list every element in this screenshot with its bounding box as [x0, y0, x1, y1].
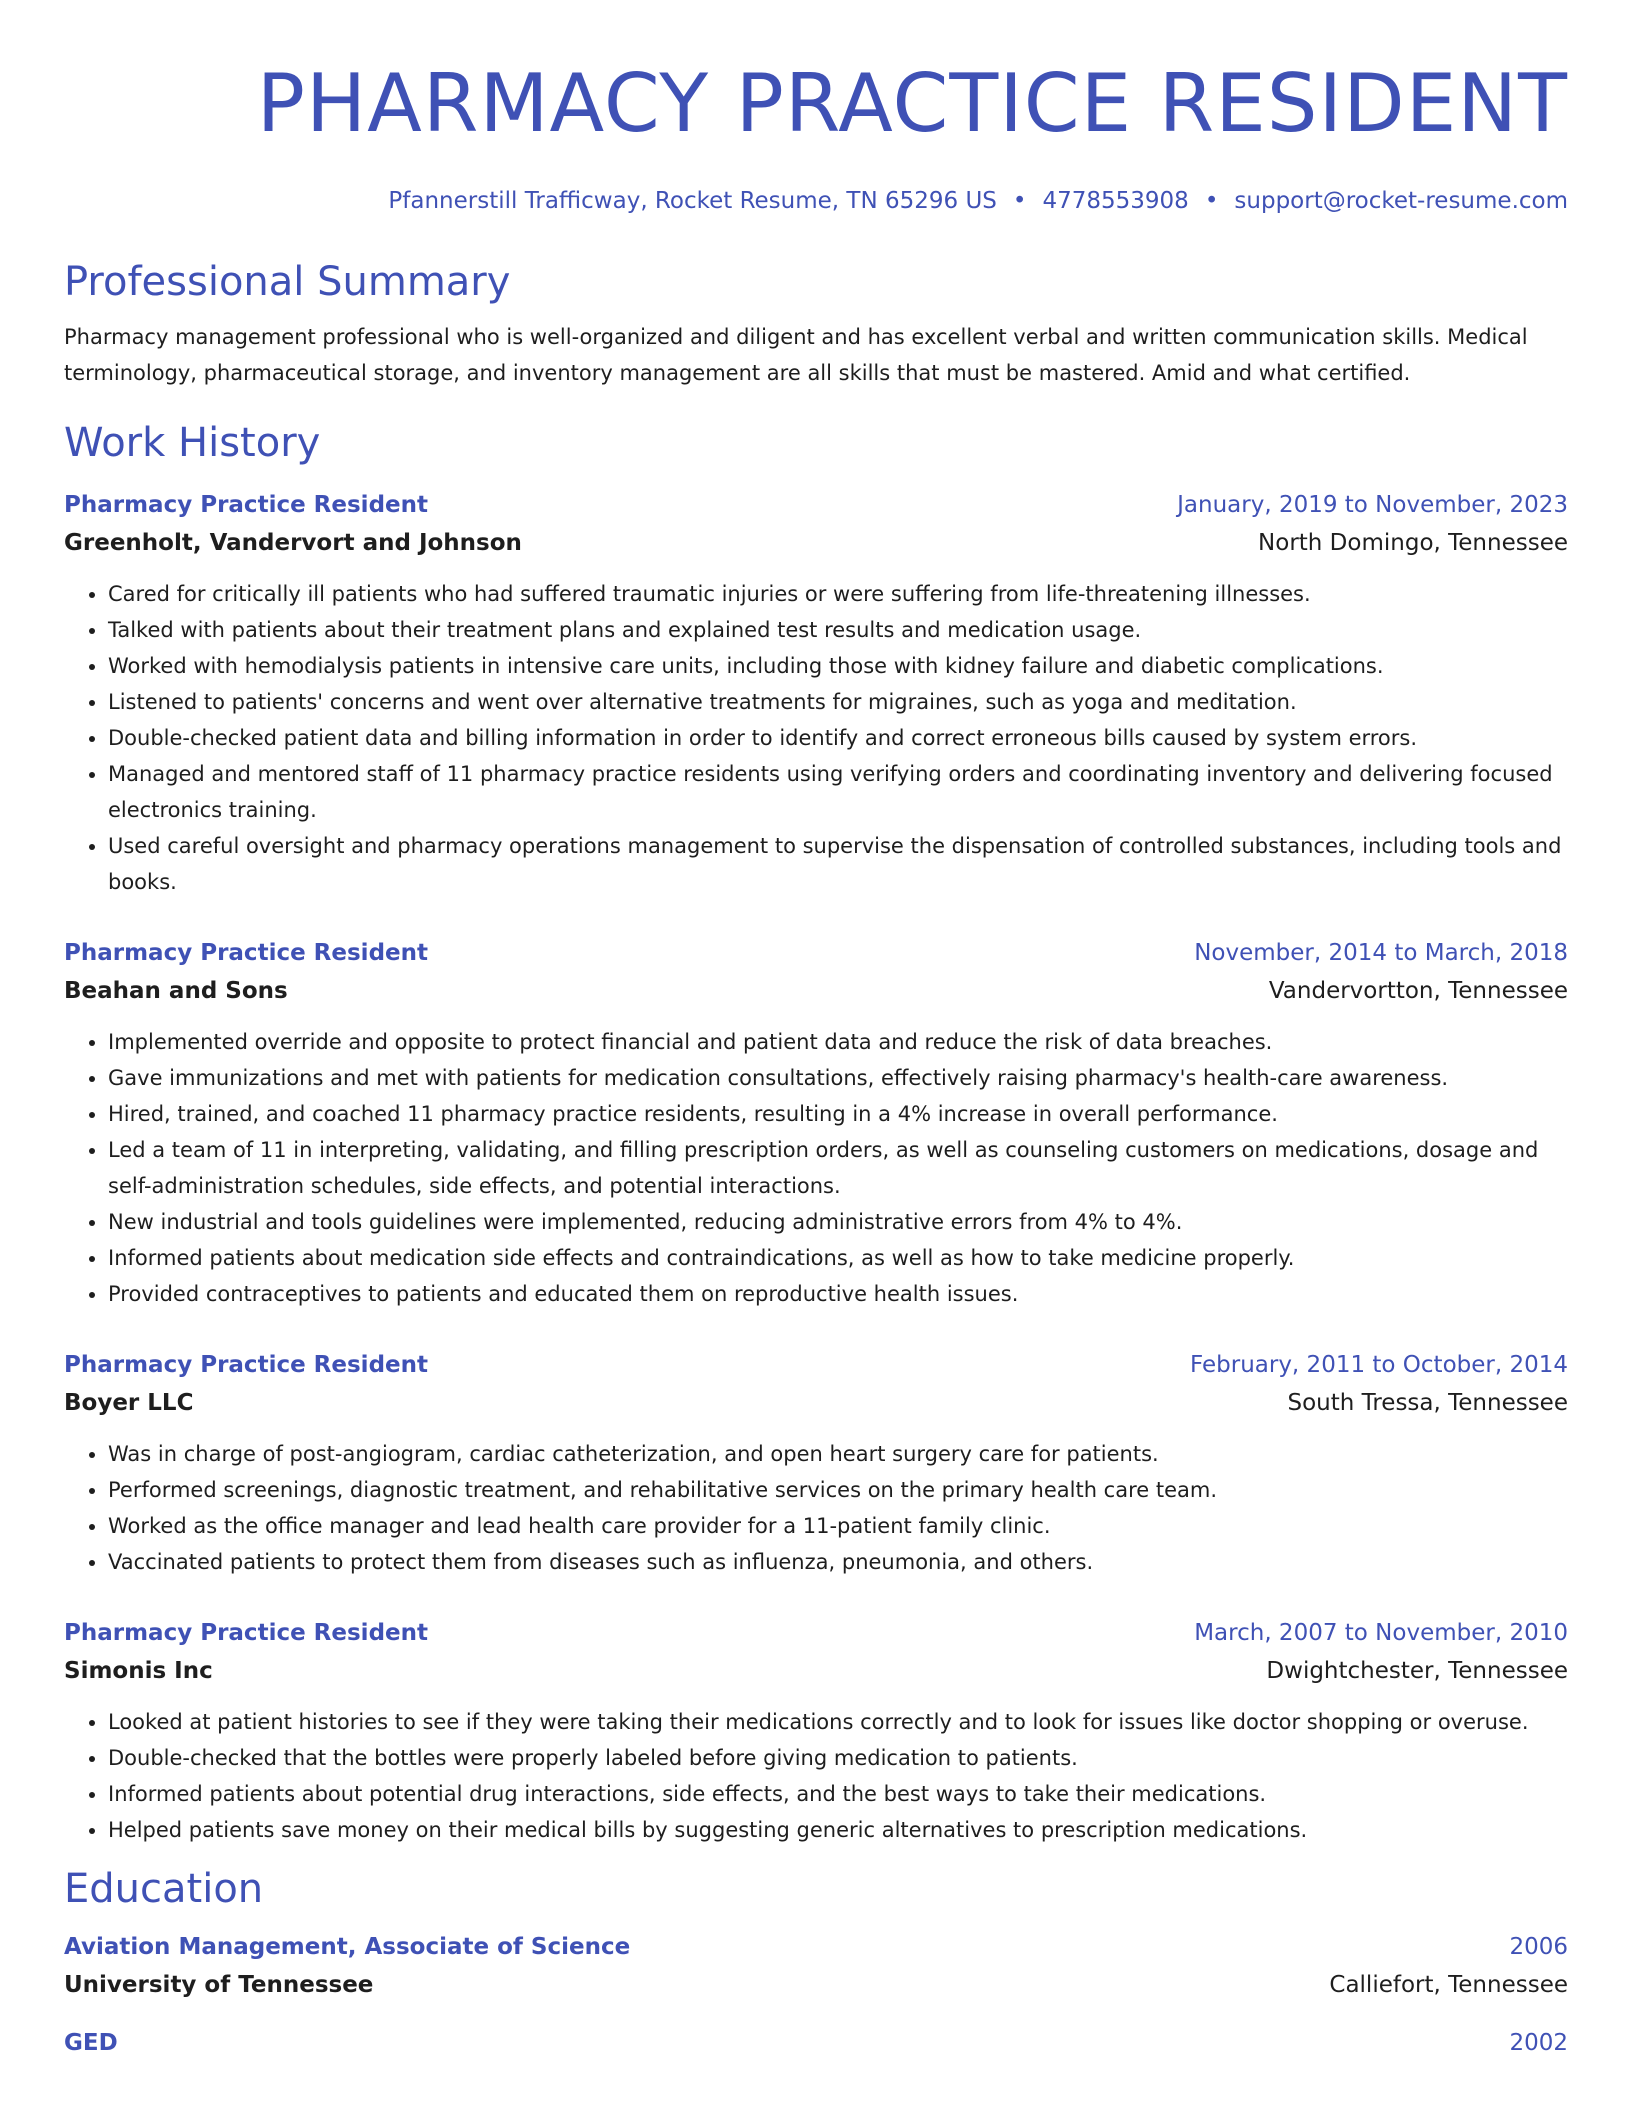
job-entry — [64, 1346, 1568, 1580]
summary-text: Pharmacy management professional who is well-organized and diligent and has excellent verbal and written communication skills. Medical terminology, pharmaceutical storage, and inventory management are all skills that must be mastered. Amid and what certified. — [64, 325, 1528, 385]
job-bullet: • Cared for critically ill patients who had suffered traumatic injuries or were suffering from life-threatening illnesses. — [108, 576, 1568, 612]
job-title: Pharmacy Practice Resident — [64, 1620, 429, 1646]
job-bullet-list — [64, 1024, 1568, 1312]
job-header-row — [64, 1346, 1568, 1384]
job-title: Pharmacy Practice Resident — [64, 1352, 429, 1378]
contact-line — [64, 186, 1568, 216]
education-location: Calliefort, Tennessee — [1329, 1972, 1568, 1998]
job-bullet-list — [64, 1704, 1568, 1848]
job-bullet: • Led a team of 11 in interpreting, validating, and filling prescription orders, as well as counseling customers on medications, dosage and self-administration schedules, side effects, and potential interactions. — [108, 1132, 1568, 1204]
job-bullet: • Helped patients save money on their medical bills by suggesting generic alternatives to prescription medications. — [108, 1812, 1568, 1848]
job-bullet-list — [64, 1436, 1568, 1580]
job-company-row — [64, 1384, 1568, 1422]
job-header-row — [64, 934, 1568, 972]
job-dates: November, 2014 to March, 2018 — [1194, 940, 1568, 966]
job-bullet: • Looked at patient histories to see if they were taking their medications correctly and to look for issues like doctor shopping or overuse. — [108, 1704, 1568, 1740]
education-entry — [64, 2024, 1568, 2062]
job-bullet: • Informed patients about medication side effects and contraindications, as well as how to take medicine properly. — [108, 1240, 1568, 1276]
section-title-education: Education — [64, 1866, 264, 1912]
job-bullet: • Informed patients about potential drug interactions, side effects, and the best ways to take their medications. — [108, 1776, 1568, 1812]
education-degree: GED — [64, 2030, 118, 2056]
job-bullet: • Provided contraceptives to patients and educated them on reproductive health issues. — [108, 1276, 1568, 1312]
job-bullet: • Double-checked patient data and billing information in order to identify and correct erroneous bills caused by system errors. — [108, 720, 1568, 756]
job-entry — [64, 486, 1568, 900]
job-bullet: • Worked with hemodialysis patients in intensive care units, including those with kidney failure and diabetic complications. — [108, 648, 1568, 684]
contact-phone: 4778553908 — [1042, 188, 1189, 214]
job-title: Pharmacy Practice Resident — [64, 492, 429, 518]
education-school: University of Tennessee — [64, 1972, 374, 1998]
job-bullet: • Double-checked that the bottles were properly labeled before giving medication to patients. — [108, 1740, 1568, 1776]
job-company: Boyer LLC — [64, 1390, 194, 1416]
job-bullet: • Vaccinated patients to protect them from diseases such as influenza, pneumonia, and others. — [108, 1544, 1568, 1580]
job-bullet: • Was in charge of post-angiogram, cardiac catheterization, and open heart surgery care for patients. — [108, 1436, 1568, 1472]
section-title-summary: Professional Summary — [64, 259, 511, 305]
education-year: 2002 — [1509, 2030, 1568, 2056]
resume-page — [64, 0, 1568, 2062]
section-title-work-history: Work History — [64, 420, 321, 466]
job-dates: February, 2011 to October, 2014 — [1190, 1352, 1568, 1378]
job-bullet: • Listened to patients' concerns and went over alternative treatments for migraines, such as yoga and meditation. — [108, 684, 1568, 720]
job-entry — [64, 934, 1568, 1312]
contact-email: support@rocket-resume.com — [1234, 188, 1568, 214]
education-entry — [64, 1928, 1568, 2004]
job-entry — [64, 1614, 1568, 1848]
education-school-row — [64, 1966, 1568, 2004]
job-bullet: • Performed screenings, diagnostic treatment, and rehabilitative services on the primary health care team. — [108, 1472, 1568, 1508]
job-company: Greenholt, Vandervort and Johnson — [64, 530, 522, 556]
job-bullet: • Managed and mentored staff of 11 pharmacy practice residents using verifying orders and coordinating inventory and delivering focused electronics training. — [108, 756, 1568, 828]
job-bullet: • Worked as the office manager and lead health care provider for a 11-patient family clinic. — [108, 1508, 1568, 1544]
job-bullet: • Talked with patients about their treatment plans and explained test results and medication usage. — [108, 612, 1568, 648]
resume-name: PHARMACY PRACTICE RESIDENT — [256, 57, 1568, 150]
job-dates: March, 2007 to November, 2010 — [1194, 1620, 1568, 1646]
job-company-row — [64, 972, 1568, 1010]
education-year: 2006 — [1509, 1934, 1568, 1960]
education-degree: Aviation Management, Associate of Science — [64, 1934, 631, 1960]
job-bullet: • New industrial and tools guidelines were implemented, reducing administrative errors from 4% to 4%. — [108, 1204, 1568, 1240]
job-company-row — [64, 524, 1568, 562]
job-company: Simonis Inc — [64, 1658, 213, 1684]
job-bullet-list — [64, 576, 1568, 900]
job-location: Vandervortton, Tennessee — [1268, 978, 1568, 1004]
job-bullet: • Implemented override and opposite to protect financial and patient data and reduce the risk of data breaches. — [108, 1024, 1568, 1060]
job-header-row — [64, 1614, 1568, 1652]
job-bullet: • Used careful oversight and pharmacy operations management to supervise the dispensation of controlled substances, including tools and books. — [108, 828, 1568, 900]
job-bullet: • Gave immunizations and met with patients for medication consultations, effectively raising pharmacy's health-care awareness. — [108, 1060, 1568, 1096]
job-location: Dwightchester, Tennessee — [1266, 1658, 1568, 1684]
education-header-row — [64, 2024, 1568, 2062]
contact-address: Pfannerstill Trafficway, Rocket Resume, TN 65296 US — [388, 188, 997, 214]
education-header-row — [64, 1928, 1568, 1966]
job-title: Pharmacy Practice Resident — [64, 940, 429, 966]
job-location: South Tressa, Tennessee — [1287, 1390, 1568, 1416]
job-company-row — [64, 1652, 1568, 1690]
contact-separator: • — [1012, 188, 1027, 214]
job-header-row — [64, 486, 1568, 524]
job-dates: January, 2019 to November, 2023 — [1177, 492, 1568, 518]
job-company: Beahan and Sons — [64, 978, 288, 1004]
job-location: North Domingo, Tennessee — [1258, 530, 1568, 556]
contact-separator: • — [1204, 188, 1219, 214]
job-bullet: • Hired, trained, and coached 11 pharmacy practice residents, resulting in a 4% increase in overall performance. — [108, 1096, 1568, 1132]
